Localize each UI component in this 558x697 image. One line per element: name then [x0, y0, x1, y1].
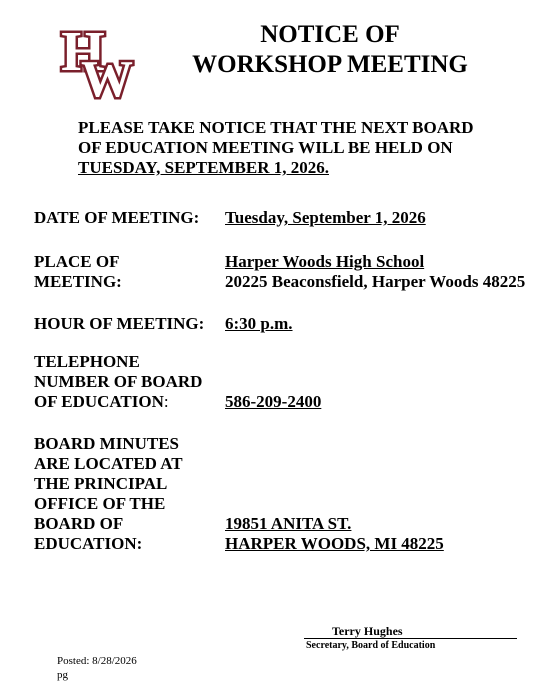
hour-label: HOUR OF MEETING: [34, 314, 205, 333]
minutes-value-city: HARPER WOODS, MI 48225 [225, 534, 444, 553]
posted-footer [57, 654, 137, 682]
telephone-value: 586-209-2400 [225, 392, 322, 411]
signature-name: Terry Hughes [304, 624, 517, 639]
place-label-line-1: PLACE OF [34, 252, 120, 271]
place-value-address: 20225 Beaconsfield, Harper Woods 48225 [225, 272, 526, 291]
title-line-1: NOTICE OF [260, 21, 400, 48]
telephone-label-line-1: TELEPHONE [34, 352, 140, 371]
minutes-label-line-4: OFFICE OF THE [34, 494, 166, 513]
place-value-school: Harper Woods High School [225, 252, 425, 271]
minutes-label-line-5: BOARD OF [34, 514, 124, 533]
logo-letter-h: H [61, 22, 105, 83]
notice-paragraph [78, 118, 548, 178]
page-title [175, 20, 485, 80]
date-value: Tuesday, September 1, 2026 [225, 208, 426, 227]
place-label-line-2: MEETING: [34, 272, 122, 291]
date-label: DATE OF MEETING: [34, 208, 200, 227]
minutes-label-line-6: EDUCATION: [34, 534, 143, 553]
telephone-colon: : [163, 392, 169, 411]
title-line-2: WORKSHOP MEETING [192, 51, 468, 78]
harper-woods-logo [57, 22, 137, 100]
posted-date: Posted: 8/28/2026 [57, 655, 137, 667]
logo-letter-w: W [81, 51, 133, 100]
minutes-value-street: 19851 ANITA ST. [225, 514, 352, 533]
telephone-label-line-3: OF EDUCATION: [34, 392, 169, 411]
notice-line-2: OF EDUCATION MEETING WILL BE HELD ON [78, 138, 453, 157]
notice-line-1: PLEASE TAKE NOTICE THAT THE NEXT BOARD [78, 118, 474, 137]
minutes-label-line-3: THE PRINCIPAL [34, 474, 168, 493]
notice-date-line: TUESDAY, SEPTEMBER 1, 2026. [78, 158, 329, 177]
posted-initials: pg [57, 669, 68, 681]
minutes-label-line-1: BOARD MINUTES [34, 434, 179, 453]
signature-title: Secretary, Board of Education [306, 640, 436, 651]
telephone-label-line-2: NUMBER OF BOARD [34, 372, 203, 391]
hour-value: 6:30 p.m. [225, 314, 293, 333]
minutes-label-line-2: ARE LOCATED AT [34, 454, 183, 473]
